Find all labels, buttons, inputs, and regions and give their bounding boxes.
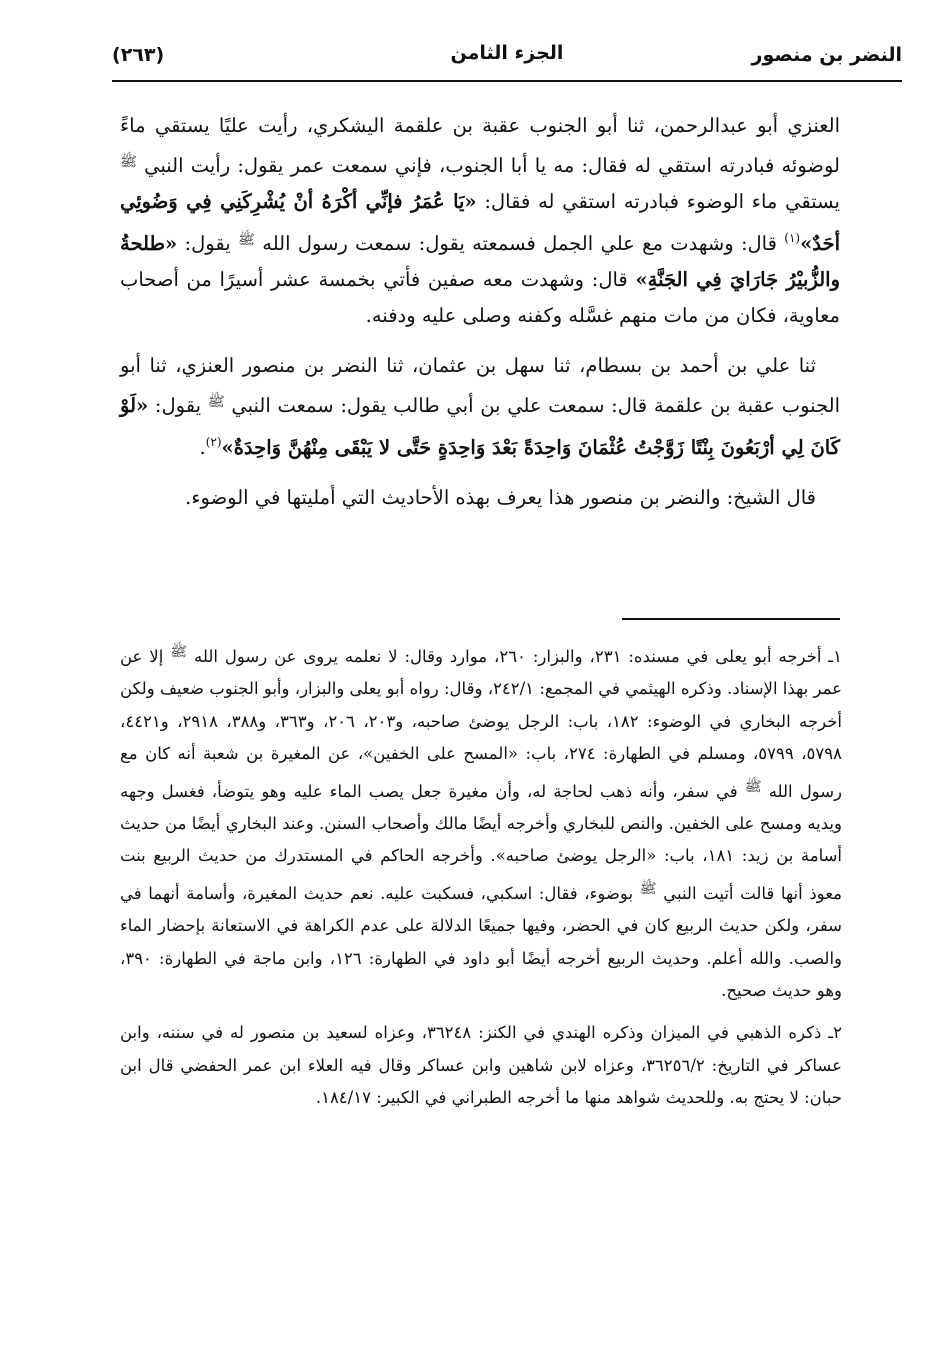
p2-text-1: ثنا علي بن أحمد بن بسطام، ثنا سهل بن عثمان، ثنا النضر بن منصور العنزي، ثنا أبو الجنوب عقبة بن علقمة قال: سمعت علي بن أبي طالب يقول: سمعت النبي [120,354,841,417]
salawat-icon: ﷺ [237,232,255,248]
running-title: النضر بن منصور [751,44,902,66]
paragraph-3: قال الشيخ: والنضر بن منصور هذا يعرف بهذه الأحاديث التي أمليتها في الوضوء. [185,486,816,509]
p1-text-3: قال: وشهدت مع علي الجمل فسمعته يقول: سمعت رسول الله [254,232,785,255]
volume-title: الجزء الثامن [450,42,564,64]
footnote-ref-2[interactable]: (٢) [205,435,222,449]
footnote-1 [120,636,842,1007]
footnote-separator [622,618,840,620]
page-number: (٢٦٣) [112,44,165,66]
paragraph-2 [120,348,840,466]
main-text [120,108,840,530]
p2-text-3: . [199,436,206,459]
p2-text-2: يقول: [148,394,208,417]
fn1-text-1: ١ـ أخرجه أبو يعلى في مسنده: ٢٣١، والبزار: ٢٦٠، موارد وقال: لا نعلمه يروى عن رسول الله [187,647,843,666]
fn1-text-4: بوضوء، فقال: اسكبي، فسكبت عليه. نعم حديث المغيرة، وأسامة أنهما في سفر، ولكن حديث الربيع كان في الحضر، وفيها جميعًا الدلالة على عدم الكراهة في الاستعانة بإحضار الماء والصب. والله أعلم. وحديث الربيع أخرجه أيضًا أبو داود في الطهارة: ١٢٦، وابن ماجة في الطهارة: ٣٩٠، وهو حديث صحيح. [120,883,842,1001]
footnote-2: ٢ـ ذكره الذهبي في الميزان وذكره الهندي في الكنز: ٣٦٢٤٨، وعزاه لسعيد بن منصور له في سننه، وابن عساكر في التاريخ: ٣٦٢٥٦/٢، وعزاه لابن شاهين وابن عساكر وقال فيه العلاء ابن عمر الحفضي قال ابن حبان: لا يحتج به. وللحديث شواهد منها ما أخرجه الطبراني في الكبير: ١٨٤/١٧. [120,1023,842,1108]
header-rule [112,80,902,82]
hadith-quote-2: «طلحةُ والزُّبيْرُ جَارَايَ فِي الجَنَّةِ» [120,232,840,291]
salawat-icon: ﷺ [120,154,137,170]
salawat-icon: ﷺ [639,880,657,897]
salawat-icon: ﷺ [207,394,225,410]
footnote-ref-1[interactable]: (١) [784,231,801,245]
salawat-icon: ﷺ [744,778,762,795]
fn1-text-2: إلا عن عمر بهذا الإسناد. وذكره الهيثمي في المجمع: ٢٤٢/١، وقال: رواه أبو يعلى والبزار، وأبو الجنوب ضعيف ولكن أخرجه البخاري في الوضوء: ١٨٢، باب: الرجل يوضئ صاحبه، و٢٠٣، ٢٠٦، و٣٦٣، و٣٨٨، ٢٩١٨، و٤٤٢١، ٥٧٩٨، ٥٧٩٩، ومسلم في الطهارة: ٢٧٤، باب: «المسح على الخفين»، عن المغيرة بن شعبة أنه كان مع رسول الله [120,647,842,801]
p1-text-5: قال: وشهدت معه صفين فأتي بخمسة عشر أسيرًا من أصحاب معاوية، فكان من مات منهم غسَّله وكفنه وصلى عليه ودفنه. [120,268,840,327]
p1-text-1: العنزي أبو عبدالرحمن، ثنا أبو الجنوب عقبة بن علقمة اليشكري، رأيت عليًا يستقي ماءً لوضوئه فبادرته استقي له فقال: مه يا أبا الجنوب، فإني سمعت عمر يقول: رأيت النبي [120,114,840,177]
hadith-quote-3: «لَوْ كَانَ لِي أرْبَعُونَ بِنْتًا زَوَّجْتُ عُثْمَانَ وَاحِدَةً بَعْدَ وَاحِدَةٍ حَتَّى لا يَبْقَى مِنْهُنَّ وَاحِدَةٌ» [120,394,840,459]
paragraph-1 [120,108,840,334]
footnotes [120,636,842,1125]
salawat-icon: ﷺ [170,644,188,660]
p1-text-4: يقول: [177,232,238,255]
p1-text-2: يستقي ماء الوضوء فبادرته استقي له فقال: [476,190,840,213]
page-header [112,38,902,78]
hadith-quote-1: «يَا عُمَرُ فإنِّي أكْرَهُ أنْ يُشْرِكَنِي فِي وَضُوئِي أحَدٌ» [120,190,841,255]
fn1-text-3: في سفر، وأنه ذهب لحاجة له، وأن مغيرة جعل يصب الماء عليه وهو يتوضأ، فغسل وجهه ويديه ومسح على الخفين. والنص للبخاري وأخرجه أيضًا مالك وأصحاب السنن. وعند البخاري أيضًا من حديث أسامة بن زيد: ١٨١، باب: «الرجل يوضئ صاحبه». وأخرجه الحاكم في المستدرك من حديث الربيع بنت معوذ أنها قالت أتيت النبي [120,781,843,903]
